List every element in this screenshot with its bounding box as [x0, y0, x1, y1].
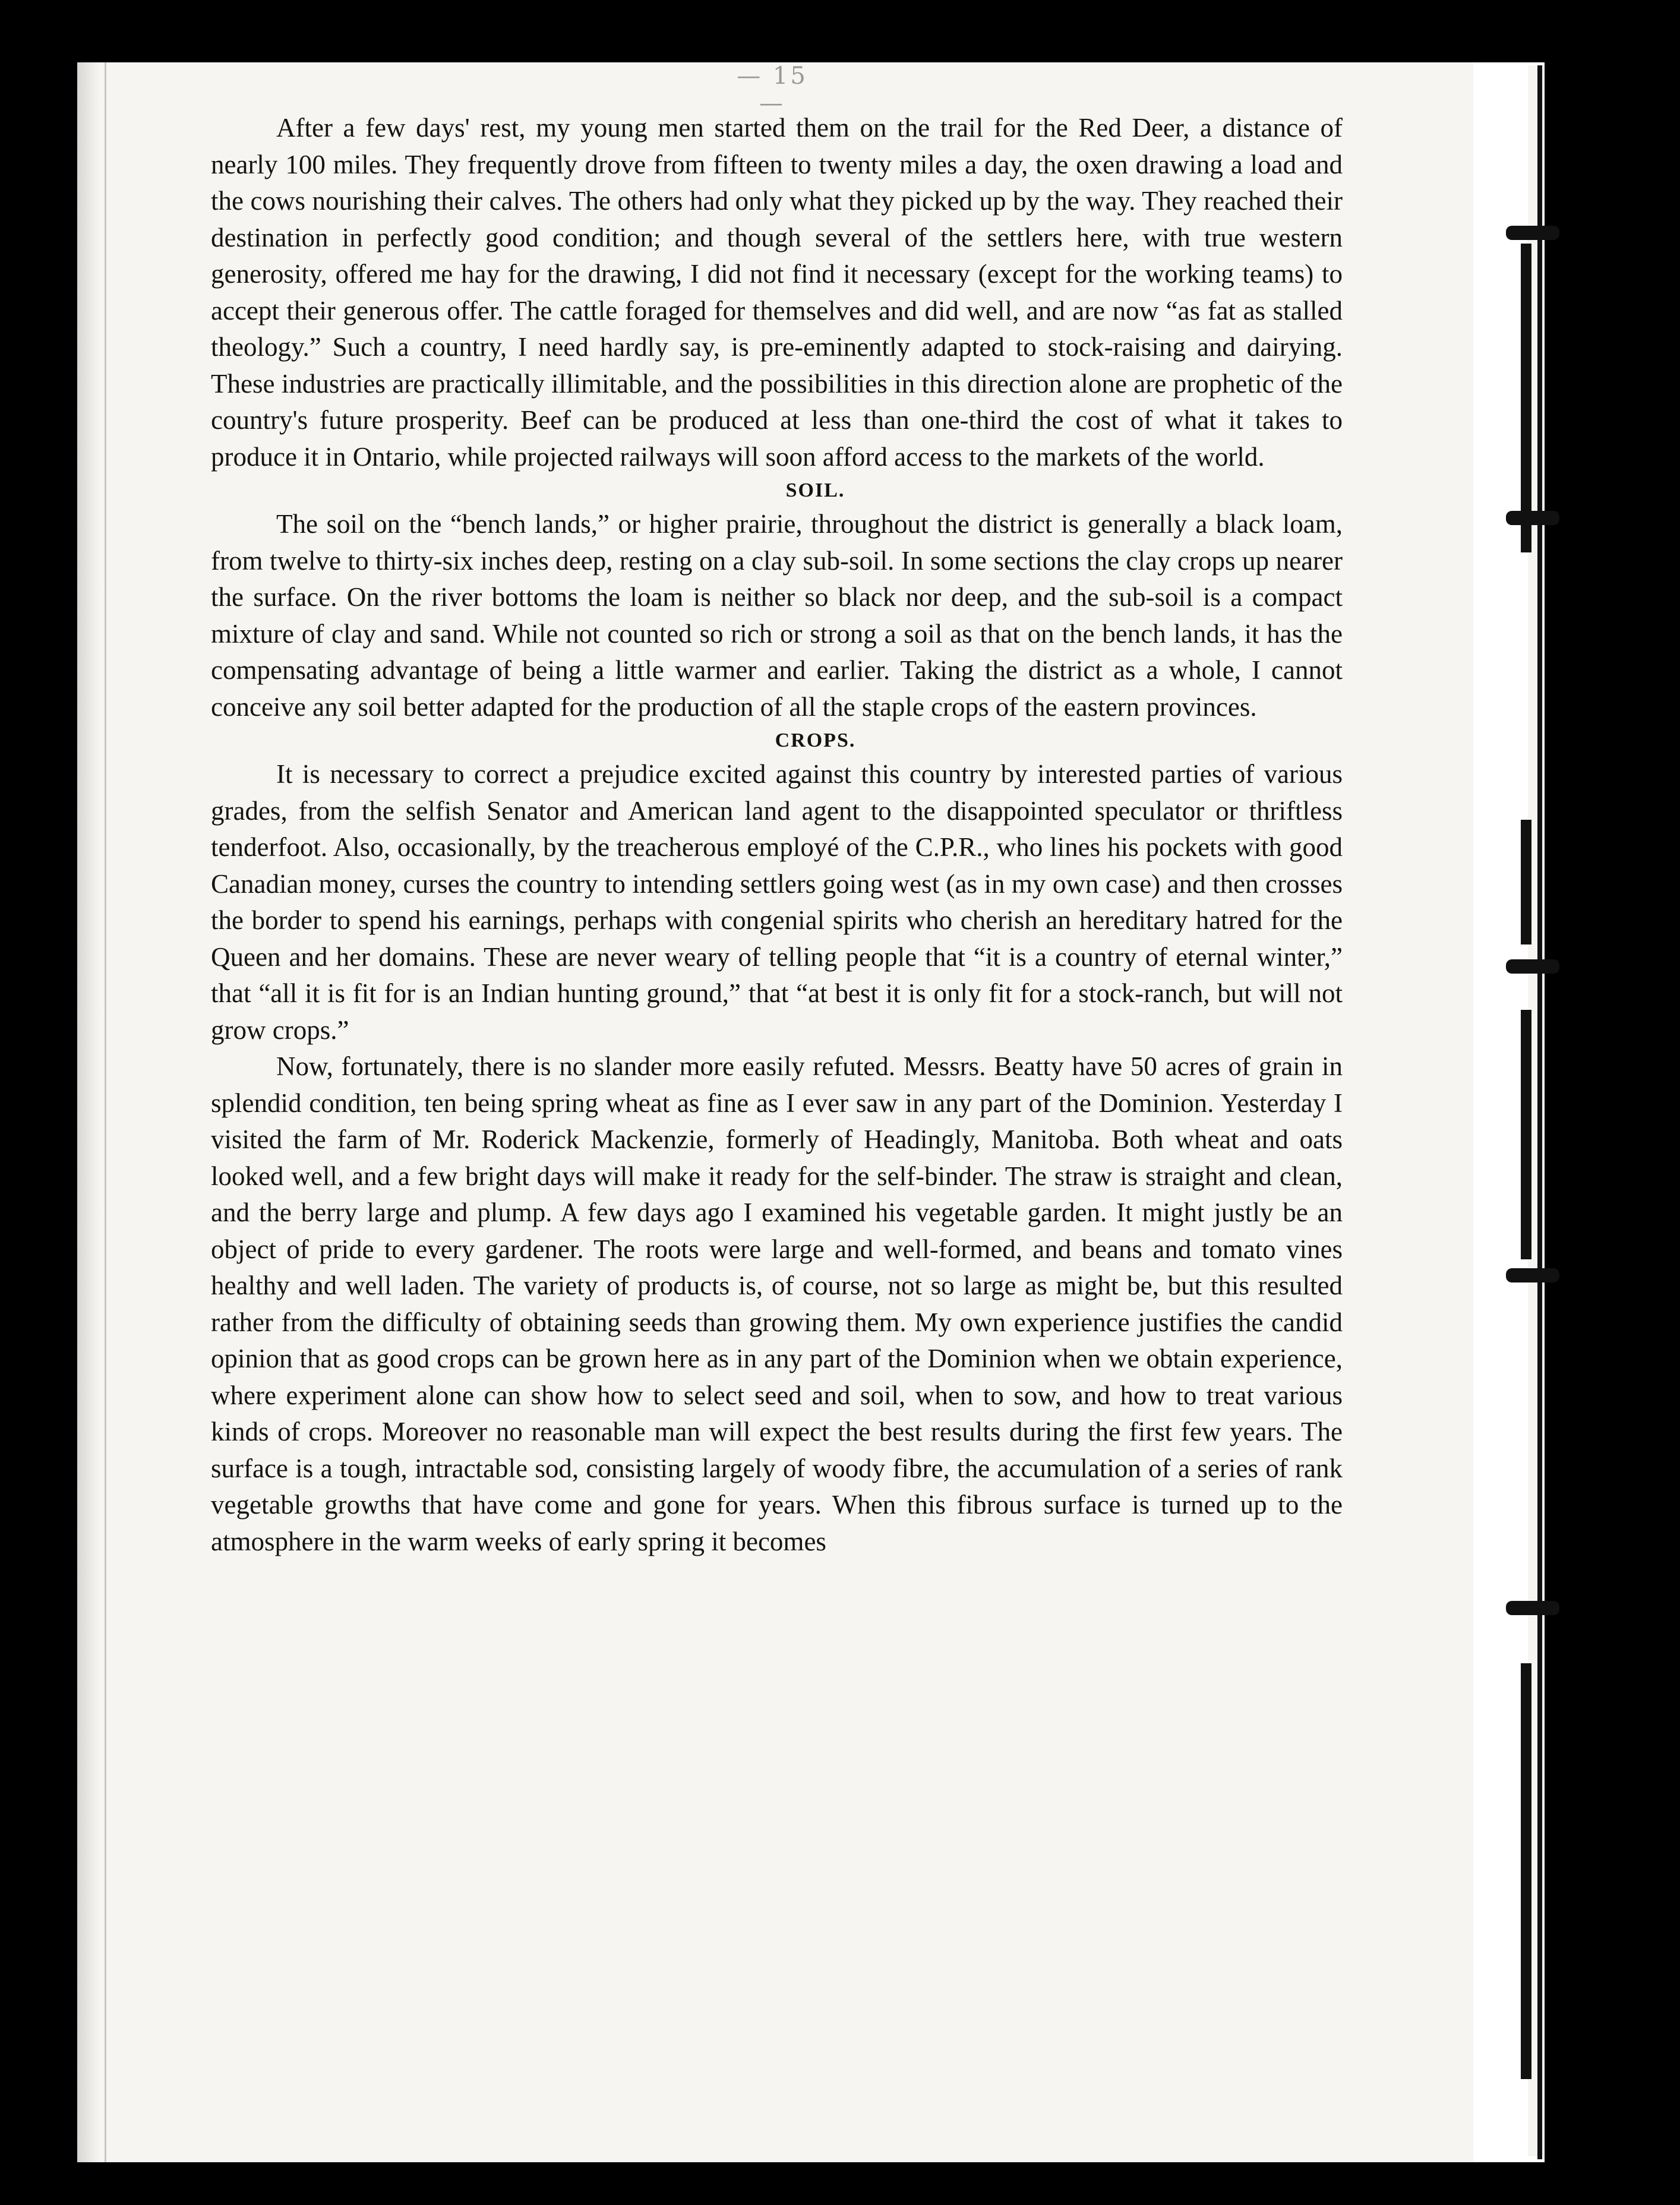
binding-shadow — [1521, 244, 1531, 552]
page-edge-line — [105, 62, 106, 2162]
section-heading-crops: CROPS. — [775, 729, 856, 751]
paragraph-soil: The soil on the “bench lands,” or higher prairie, throughout the district is generally a black loam, from twelve to thirty-six inches deep, resting on a clay sub-soil. In some sections the clay crops up nearer the surface. On the river bottoms the loam is neither so black nor deep, and the sub-soil is a compact mixture of clay and sand. While not counted so rich or strong a soil as that on the bench lands, it has the compensating advantage of being a little warmer and earlier. Taking the district as a whole, I cannot conceive any soil better adapted for the production of all the staple crops of the eastern provinces. — [211, 509, 1343, 722]
section-heading-soil: SOIL. — [785, 479, 845, 501]
binding-shadow — [1521, 1663, 1531, 2079]
binding-shadow — [1521, 820, 1531, 944]
binding-stitch — [1506, 1268, 1559, 1282]
paragraph-crops-refuted: Now, fortunately, there is no slander more easily refuted. Messrs. Beatty have 50 acres of grain in splendid condition, ten being spring wheat as fine as I ever saw in any part of the Dominion. Yesterday I visited the farm of Mr. Roderick Mackenzie, formerly of Headingly, Manitoba. Both wheat and oats looked well, and a few bright days will make it ready for the self-binder. The straw is straight and clean, and the berry large and plump. A few days ago I examined his vegetable garden. It might justly be an object of pride to every gardener. The roots were large and well-formed, and beans and tomato vines healthy and well laden. The variety of products is, of course, not so large as might be, but this resulted rather from the difficulty of obtaining seeds than growing them. My own experience justifies the candid opinion that as good crops can be grown here as in any part of the Dominion when we obtain experience, where experiment alone can show how to select seed and soil, when to sow, and how to treat various kinds of crops. Moreover no reasonable man will expect the best results during the first few years. The surface is a tough, intractable sod, consisting largely of woody fibre, the accumulation of a series of rank vegetable growths that have come and gone for years. When this fibrous surface is turned up to the atmosphere in the warm weeks of early spring it becomes — [211, 1051, 1343, 1556]
binding-stitch — [1506, 1601, 1559, 1615]
page-body — [211, 110, 1343, 1560]
binding-stitch — [1506, 959, 1559, 974]
paragraph-cattle: After a few days' rest, my young men started them on the trail for the Red Deer, a distance of nearly 100 miles. They frequently drove from fifteen to twenty miles a day, the oxen drawing a load and the cows nourishing their calves. The others had only what they picked up by the way. They reached their destination in perfectly good condition; and though several of the settlers here, with true western generosity, offered me hay for the drawing, I did not find it necessary (except for the working teams) to accept their generous offer. The cattle foraged for themselves and did well, and are now “as fat as stalled theology.” Such a country, I need hardly say, is pre-eminently adapted to stock-raising and dairying. These industries are practically illimitable, and the possibilities in this direction alone are prophetic of the country's future prosperity. Beef can be produced at less than one-third the cost of what it takes to produce it in Ontario, while projected railways will soon afford access to the markets of the world. — [211, 113, 1343, 472]
page-number: — 15 — — [737, 62, 808, 117]
page-edge — [77, 62, 100, 2162]
binding-shadow — [1521, 1010, 1531, 1259]
paragraph-crops-prejudice: It is necessary to correct a prejudice excited against this country by interested parties of various grades, from the selfish Senator and American land agent to the disappointed speculator or thriftless tenderfoot. Also, occasionally, by the treacherous employé of the C.P.R., who lines his pockets with good Canadian money, curses the country to intending settlers going west (as in my own case) and then crosses the border to spend his earnings, perhaps with congenial spirits who cherish an hereditary hatred for the Queen and her domains. These are never weary of telling people that “it is a country of eternal winter,” that “all it is fit for is an Indian hunting ground,” that “at best it is only fit for a stock-ranch, but will not grow crops.” — [211, 759, 1343, 1045]
binding-spine-line — [1537, 65, 1542, 2159]
binding-stitch — [1506, 226, 1559, 240]
binding-stitch — [1506, 511, 1559, 525]
